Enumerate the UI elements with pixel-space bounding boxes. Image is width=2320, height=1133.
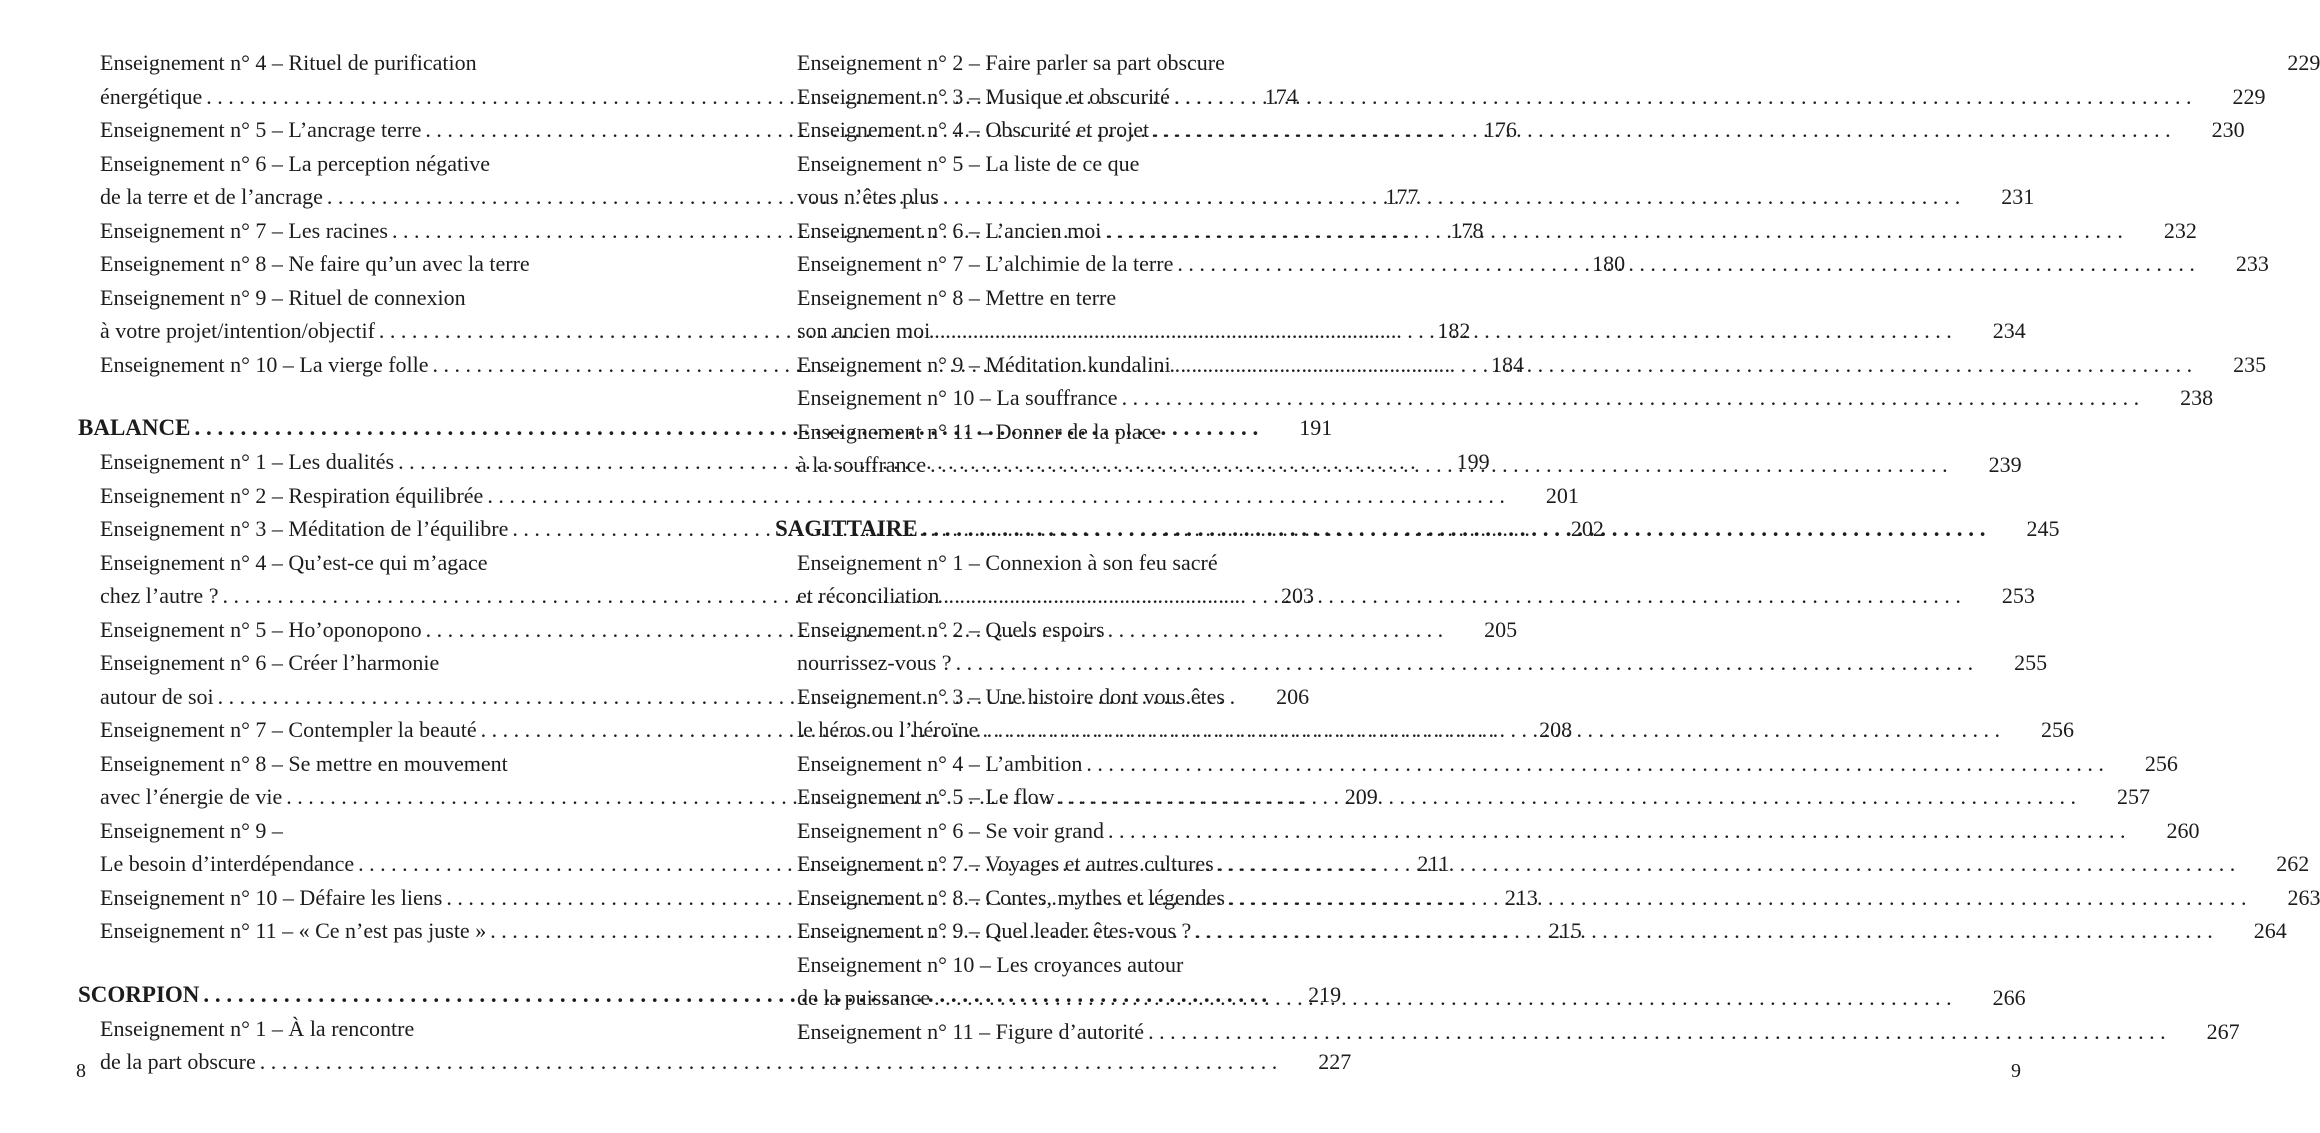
entry-title: vous n’êtes plus xyxy=(797,184,939,209)
dot-leader xyxy=(1153,113,2171,147)
section-label: SCORPION xyxy=(78,981,200,1007)
entry-row xyxy=(797,46,2320,80)
page-ref: 215 xyxy=(1548,918,1582,943)
page-ref: 229 xyxy=(2232,83,2266,109)
page-ref: 180 xyxy=(1592,251,1626,276)
entry-title: Enseignement n° 10 – Défaire les liens xyxy=(100,884,443,910)
entry-title: Enseignement n° 3 – Méditation de l’équilibre xyxy=(100,516,509,541)
entry-title: Enseignement n° 10 – La souffrance xyxy=(797,385,1118,410)
entry-title: Enseignement n° 4 – L’ambition xyxy=(797,750,1083,776)
page-ref: 219 xyxy=(1308,981,1342,1007)
entry-title: Enseignement n° 7 – Voyages et autres cultures xyxy=(797,851,1214,876)
entry-title: Enseignement n° 11 – Figure d’autorité xyxy=(797,1018,1145,1044)
entry-title: Enseignement n° 10 – La vierge folle xyxy=(100,351,429,377)
toc-entry xyxy=(775,80,2266,114)
entry-row xyxy=(797,814,2200,848)
entry-title: de la puissance xyxy=(797,985,931,1010)
entry-title: Enseignement n° 9 – Quel leader êtes-vous ? xyxy=(797,918,1192,943)
entry-title-line: Enseignement n° 11 – Donner de la place xyxy=(797,418,1162,444)
section-label: BALANCE xyxy=(78,415,191,440)
entry-title: Enseignement n° 8 – Contes, mythes et légendes xyxy=(797,884,1225,910)
page-ref: 262 xyxy=(2276,851,2310,876)
dot-leader xyxy=(956,646,1974,680)
page-ref: 264 xyxy=(2253,918,2287,943)
dot-leader xyxy=(943,579,1961,613)
dot-leader xyxy=(1174,80,2192,114)
entry-title: Enseignement n° 7 – Les racines xyxy=(100,217,388,243)
entry-row xyxy=(797,579,2035,613)
entry-title-line: Enseignement n° 6 – Créer l’harmonie xyxy=(100,650,440,675)
entry-title: Enseignement n° 6 – L’ancien moi xyxy=(797,217,1102,243)
entry-title: énergétique xyxy=(100,83,203,109)
entry-title: à votre projet/intention/objectif xyxy=(100,318,375,343)
page-ref: 231 xyxy=(2001,184,2035,209)
dot-leader xyxy=(1177,247,2195,281)
entry-title: chez l’autre ? xyxy=(100,583,219,608)
page-ref: 227 xyxy=(1318,1049,1352,1074)
entry-title-line: Enseignement n° 4 – Qu’est-ce qui m’agace xyxy=(100,549,488,575)
page-ref: 206 xyxy=(1276,683,1310,709)
page-ref: 263 xyxy=(2287,884,2320,910)
entry-title: Enseignement n° 5 – L’ancrage terre xyxy=(100,117,422,142)
dot-leader xyxy=(1105,214,2123,248)
page-ref: 238 xyxy=(2180,385,2214,410)
entry-row xyxy=(797,747,2178,781)
entry-title-line: Enseignement n° 2 – Quels espoirs xyxy=(797,616,1105,642)
dot-leader xyxy=(934,314,1952,348)
entry-title: et réconciliation xyxy=(797,583,940,608)
entry-row xyxy=(797,646,2048,680)
page-ref: 253 xyxy=(2001,583,2035,608)
page-ref: 211 xyxy=(1417,851,1450,876)
page-ref: 230 xyxy=(2211,117,2245,142)
page-ref: 208 xyxy=(1539,717,1573,742)
entry-title-line: Enseignement n° 1 – Connexion à son feu sacré xyxy=(797,549,1218,575)
entry-title-line: Enseignement n° 6 – La perception négative xyxy=(100,150,490,176)
page-ref: 202 xyxy=(1570,516,1604,541)
entry-title-line: Enseignement n° 9 – xyxy=(100,817,283,843)
entry-title: de la part obscure xyxy=(100,1049,256,1074)
entry-title: de la terre et de l’ancrage xyxy=(100,184,323,209)
toc-entry xyxy=(775,747,2178,781)
page-ref: 178 xyxy=(1450,217,1484,243)
dot-leader xyxy=(1058,780,2076,814)
page-ref: 260 xyxy=(2166,817,2200,843)
page-ref: 213 xyxy=(1504,884,1538,910)
dot-leader xyxy=(1122,381,2140,415)
entry-title: Enseignement n° 5 – Ho’oponopono xyxy=(100,616,422,642)
entry-title: Le besoin d’interdépendance xyxy=(100,851,355,876)
entry-title: autour de soi xyxy=(100,683,214,709)
entry-title-line: Enseignement n° 3 – Une histoire dont vous êtes xyxy=(797,683,1225,709)
entry-title-line: Enseignement n° 9 – Rituel de connexion xyxy=(100,284,466,310)
dot-leader xyxy=(1086,747,2104,781)
page-ref: 177 xyxy=(1385,184,1419,209)
entry-title: Enseignement n° 7 – Contempler la beauté xyxy=(100,717,477,742)
entry-title: Enseignement n° 11 – « Ce n’est pas juste » xyxy=(100,918,487,943)
entry-title: Enseignement n° 5 – Le flow xyxy=(797,784,1055,809)
page-ref: 229 xyxy=(2287,50,2320,75)
page-ref: 182 xyxy=(1437,318,1471,343)
entry-row xyxy=(797,981,2026,1015)
dot-leader xyxy=(943,180,1961,214)
toc-entry xyxy=(775,1015,2240,1049)
entry-title: nourrissez-vous ? xyxy=(797,650,952,675)
entry-title-line: Enseignement n° 8 – Se mettre en mouvement xyxy=(100,750,508,776)
dot-leader xyxy=(1108,814,2126,848)
entry-row xyxy=(100,1045,1352,1079)
entry-title-line: Enseignement n° 4 – Rituel de purification xyxy=(100,50,477,75)
entry-title: son ancien moi xyxy=(797,318,931,343)
page-ref: 232 xyxy=(2163,217,2197,243)
dot-leader xyxy=(1218,847,2236,881)
toc-entry xyxy=(78,479,1579,513)
toc-entry xyxy=(775,546,2035,613)
entry-title-line: Enseignement n° 5 – La liste de ce que xyxy=(797,150,1140,176)
page-number: 9 xyxy=(2011,1060,2021,1082)
page-number: 8 xyxy=(76,1060,86,1082)
dot-leader xyxy=(1175,348,2193,382)
page-ref: 255 xyxy=(2014,650,2048,675)
page-ref: 205 xyxy=(1484,616,1518,642)
entry-title: Enseignement n° 6 – Se voir grand xyxy=(797,817,1104,843)
entry-title: Enseignement n° 3 – Musique et obscurité xyxy=(797,83,1170,109)
entry-title: avec l’énergie de vie xyxy=(100,784,283,809)
toc-entry xyxy=(775,814,2200,848)
dot-leader xyxy=(930,448,1948,482)
entry-title: Enseignement n° 9 – Méditation kundalini xyxy=(797,351,1171,377)
dot-leader xyxy=(934,981,1952,1015)
dot-leader xyxy=(1195,914,2213,948)
page-ref: 234 xyxy=(1992,318,2026,343)
page-ref: 256 xyxy=(2040,717,2074,742)
page-ref: 201 xyxy=(1545,482,1579,508)
entry-title: à la souffrance xyxy=(797,452,927,477)
entry-row xyxy=(100,479,1579,513)
entry-title: Enseignement n° 8 – Ne faire qu’un avec la terre xyxy=(100,251,530,276)
page-ref: 256 xyxy=(2144,750,2178,776)
page-ref: 191 xyxy=(1299,415,1333,440)
entry-title: Enseignement n° 4 – Obscurité et projet xyxy=(797,117,1150,142)
entry-title: Enseignement n° 1 – Les dualités xyxy=(100,449,395,474)
section-label: SAGITTAIRE xyxy=(775,515,918,541)
entry-title-line: Enseignement n° 1 – À la rencontre xyxy=(100,1015,415,1041)
entry-title: Enseignement n° 2 – Faire parler sa part obscure xyxy=(797,50,1225,75)
page-ref: 267 xyxy=(2206,1018,2240,1044)
page-ref: 174 xyxy=(1264,83,1298,109)
entry-title: le héros ou l’héroïne xyxy=(797,717,979,742)
page-ref: 233 xyxy=(2235,251,2269,276)
page-ref: 257 xyxy=(2116,784,2150,809)
entry-title: Enseignement n° 7 – L’alchimie de la terre xyxy=(797,251,1174,276)
page-ref: 266 xyxy=(1992,985,2026,1010)
entry-row xyxy=(797,1015,2240,1049)
entry-title-line: Enseignement n° 8 – Mettre en terre xyxy=(797,284,1117,310)
dot-leader xyxy=(982,713,2000,747)
dot-leader xyxy=(1229,881,2247,915)
dot-leader xyxy=(1148,1015,2166,1049)
page-ref: 199 xyxy=(1456,449,1490,474)
page-ref: 184 xyxy=(1491,351,1525,377)
entry-title: Enseignement n° 2 – Respiration équilibrée xyxy=(100,482,484,508)
dot-leader xyxy=(922,512,1986,546)
toc-entry xyxy=(775,381,2214,415)
entry-title-line: Enseignement n° 10 – Les croyances autour xyxy=(797,951,1184,977)
page-ref: 245 xyxy=(2026,515,2060,541)
entry-row xyxy=(797,381,2214,415)
page-ref: 203 xyxy=(1280,583,1314,608)
page-ref: 209 xyxy=(1344,784,1378,809)
toc-entry xyxy=(775,46,2320,80)
page-ref: 235 xyxy=(2233,351,2267,377)
entry-row xyxy=(797,80,2266,114)
page-ref: 239 xyxy=(1988,452,2022,477)
page-ref: 176 xyxy=(1483,117,1517,142)
toc-entry xyxy=(775,948,2026,1015)
